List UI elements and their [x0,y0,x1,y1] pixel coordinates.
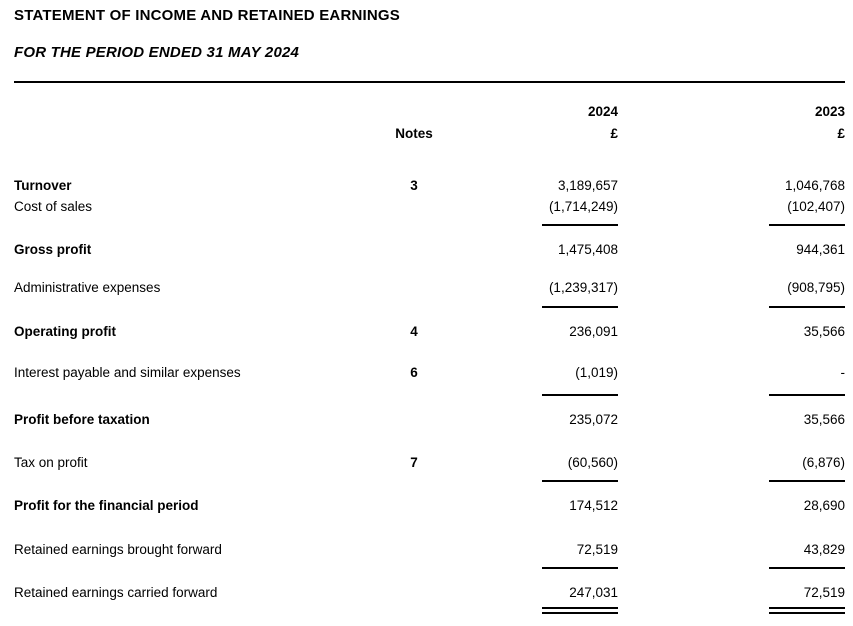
value-2024: 174,512 [569,498,618,513]
total-rule [542,306,618,308]
value-2023-cell [618,567,845,614]
double-underline [542,607,618,614]
note-reference [382,539,446,560]
value-2024: 236,091 [569,324,618,339]
row-label: Profit for the financial period [14,498,199,513]
row-label: Retained earnings carried forward [14,585,218,600]
value-2024: (1,019) [575,365,618,380]
table-row-interest-payable [14,362,845,383]
value-2024: 3,189,657 [557,178,618,193]
value-2024: 247,031 [569,585,618,600]
value-2023: 1,046,768 [784,178,845,193]
table-header-years [14,101,845,122]
total-rule [769,480,845,482]
table-header-units [14,123,845,144]
page-title: STATEMENT OF INCOME AND RETAINED EARNINGS [14,7,400,24]
table-row-profit-before-taxation [14,394,845,430]
value-2023: - [840,365,845,380]
total-rule [542,480,618,482]
note-reference [382,480,446,516]
table-row-turnover [14,175,845,196]
value-2023: (6,876) [802,455,845,470]
note-reference: 7 [410,455,418,470]
row-label: Profit before taxation [14,412,150,427]
value-2024: 1,475,408 [557,242,618,257]
header-spacer [14,101,382,122]
total-rule [542,224,618,226]
value-2023: (908,795) [787,280,845,295]
column-header-notes: Notes [395,126,433,141]
value-2024: 72,519 [576,542,618,557]
total-rule [769,567,845,569]
row-label: Tax on profit [14,455,88,470]
value-2023: 43,829 [803,542,845,557]
value-2023: 944,361 [796,242,845,257]
value-2024: (1,714,249) [548,199,618,214]
header-spacer [382,101,446,122]
total-rule [769,224,845,226]
value-2024-cell [446,224,618,260]
value-2023-cell [618,394,845,430]
value-2023-cell [618,480,845,516]
column-header-year-2023: 2023 [814,104,845,119]
period-subtitle: FOR THE PERIOD ENDED 31 MAY 2024 [14,44,300,61]
note-reference [382,394,446,430]
value-2024: 235,072 [569,412,618,427]
row-label: Administrative expenses [14,280,161,295]
total-rule [542,567,618,569]
value-2023: 72,519 [803,585,845,600]
table-row-administrative-expenses [14,277,845,298]
row-label: Cost of sales [14,199,93,214]
value-2024-cell [446,480,618,516]
value-2023-cell [618,224,845,260]
table-row-gross-profit [14,224,845,260]
total-rule [769,394,845,396]
header-divider [14,81,845,83]
value-2024-cell [446,394,618,430]
table-row-tax-on-profit [14,452,845,473]
note-reference: 4 [410,324,418,339]
note-reference [382,224,446,260]
note-reference: 3 [410,178,418,193]
value-2024: (1,239,317) [548,280,618,295]
double-underline [769,607,845,614]
table-row-cost-of-sales [14,196,845,217]
table-row-retained-earnings-brought-forward [14,539,845,560]
row-label: Retained earnings brought forward [14,542,222,557]
value-2023: 35,566 [803,324,845,339]
column-header-year-2024: 2024 [587,104,618,119]
total-rule [769,306,845,308]
value-2023: 35,566 [803,412,845,427]
table-row-profit-for-financial-period [14,480,845,516]
note-reference: 6 [410,365,418,380]
note-reference [382,196,446,217]
note-reference [382,567,446,614]
value-2024-cell [446,567,618,614]
value-2024-cell [446,306,618,342]
column-header-currency-2023: £ [837,126,845,141]
row-label: Gross profit [14,242,92,257]
header-spacer [14,123,382,144]
table-row-retained-earnings-carried-forward [14,567,845,614]
row-label: Turnover [14,178,72,193]
total-rule [542,394,618,396]
value-2023-cell [618,306,845,342]
note-reference [382,277,446,298]
row-label: Operating profit [14,324,116,339]
value-2024: (60,560) [567,455,618,470]
value-2023: (102,407) [787,199,845,214]
column-header-currency-2024: £ [610,126,618,141]
table-row-operating-profit [14,306,845,342]
value-2023: 28,690 [803,498,845,513]
row-label: Interest payable and similar expenses [14,365,241,380]
